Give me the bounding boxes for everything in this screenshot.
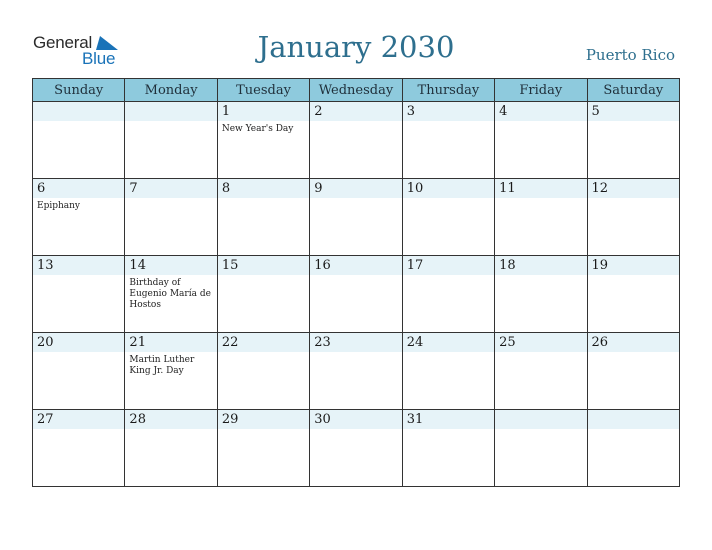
holiday-label: Martin Luther King Jr. Day — [129, 355, 195, 376]
day-cell — [125, 256, 217, 333]
holiday-label — [33, 352, 124, 355]
day-number — [588, 410, 679, 429]
holiday-label — [588, 275, 679, 278]
holiday-label: Birthday of Eugenio María de Hostos — [129, 278, 211, 310]
holiday-label — [218, 352, 309, 355]
day-cell — [217, 102, 309, 179]
day-number: 13 — [33, 256, 124, 275]
weekday-header-row — [33, 79, 680, 102]
weekday-header: Sunday — [33, 79, 125, 102]
holiday-label: New Year's Day — [221, 124, 294, 134]
holiday-label — [33, 275, 124, 278]
day-number: 23 — [310, 333, 401, 352]
day-cell — [33, 179, 125, 256]
day-number: 15 — [218, 256, 309, 275]
holiday-label — [495, 429, 586, 432]
day-number: 16 — [310, 256, 401, 275]
day-number: 20 — [33, 333, 124, 352]
day-number: 19 — [588, 256, 679, 275]
holiday-label — [218, 275, 309, 278]
day-number: 9 — [310, 179, 401, 198]
day-cell — [495, 410, 587, 487]
day-cell — [33, 410, 125, 487]
brand-word-blue: Blue — [82, 49, 116, 68]
day-number: 31 — [403, 410, 494, 429]
day-cell — [310, 256, 402, 333]
day-cell — [495, 102, 587, 179]
day-number: 17 — [403, 256, 494, 275]
day-cell — [587, 410, 679, 487]
day-number — [33, 102, 124, 121]
day-cell — [310, 410, 402, 487]
day-number: 30 — [310, 410, 401, 429]
day-cell — [125, 410, 217, 487]
calendar-grid — [32, 78, 680, 487]
day-number: 4 — [495, 102, 586, 121]
day-number: 14 — [125, 256, 216, 275]
brand-word-general: General — [33, 33, 93, 52]
holiday-label — [403, 121, 494, 124]
day-number — [495, 410, 586, 429]
day-cell — [310, 333, 402, 410]
holiday-label — [310, 429, 401, 432]
day-cell — [402, 410, 494, 487]
holiday-label — [218, 429, 309, 432]
day-number: 11 — [495, 179, 586, 198]
holiday-label — [588, 121, 679, 124]
day-number: 29 — [218, 410, 309, 429]
holiday-label — [495, 198, 586, 201]
holiday-label — [310, 275, 401, 278]
holiday-label — [310, 121, 401, 124]
day-number: 22 — [218, 333, 309, 352]
day-cell — [125, 102, 217, 179]
day-cell — [33, 102, 125, 179]
day-cell — [125, 179, 217, 256]
holiday-label — [33, 429, 124, 432]
day-number: 2 — [310, 102, 401, 121]
region-label: Puerto Rico — [585, 46, 675, 64]
day-number: 10 — [403, 179, 494, 198]
day-cell — [125, 333, 217, 410]
day-cell — [587, 179, 679, 256]
holiday-label — [495, 352, 586, 355]
holiday-label — [310, 198, 401, 201]
day-number: 6 — [33, 179, 124, 198]
week-row — [33, 256, 680, 333]
day-cell — [495, 179, 587, 256]
day-cell — [217, 256, 309, 333]
calendar-body — [33, 102, 680, 487]
week-row — [33, 410, 680, 487]
day-cell — [587, 333, 679, 410]
weekday-header: Tuesday — [217, 79, 309, 102]
day-cell — [33, 333, 125, 410]
weekday-header: Saturday — [587, 79, 679, 102]
holiday-label — [125, 121, 216, 124]
holiday-label — [125, 198, 216, 201]
day-number: 25 — [495, 333, 586, 352]
day-cell — [402, 256, 494, 333]
week-row — [33, 102, 680, 179]
holiday-label — [588, 429, 679, 432]
holiday-label — [495, 275, 586, 278]
day-number: 3 — [403, 102, 494, 121]
day-cell — [33, 256, 125, 333]
weekday-header: Monday — [125, 79, 217, 102]
holiday-label — [33, 121, 124, 124]
day-number: 27 — [33, 410, 124, 429]
day-number: 21 — [125, 333, 216, 352]
day-number: 1 — [218, 102, 309, 121]
day-cell — [402, 179, 494, 256]
day-cell — [587, 102, 679, 179]
day-cell — [217, 410, 309, 487]
holiday-label: Epiphany — [37, 201, 81, 211]
weekday-header: Wednesday — [310, 79, 402, 102]
day-number: 28 — [125, 410, 216, 429]
day-number: 24 — [403, 333, 494, 352]
day-cell — [495, 333, 587, 410]
holiday-label — [403, 198, 494, 201]
day-cell — [310, 179, 402, 256]
holiday-label — [310, 352, 401, 355]
holiday-label — [495, 121, 586, 124]
weekday-header: Thursday — [402, 79, 494, 102]
day-number: 12 — [588, 179, 679, 198]
day-number: 8 — [218, 179, 309, 198]
day-number: 26 — [588, 333, 679, 352]
day-number — [125, 102, 216, 121]
holiday-label — [218, 198, 309, 201]
day-number: 7 — [125, 179, 216, 198]
holiday-label — [403, 429, 494, 432]
day-cell — [495, 256, 587, 333]
day-cell — [402, 102, 494, 179]
weekday-header: Friday — [495, 79, 587, 102]
holiday-label — [588, 198, 679, 201]
day-cell — [310, 102, 402, 179]
holiday-label — [403, 275, 494, 278]
holiday-label — [125, 429, 216, 432]
holiday-label — [403, 352, 494, 355]
week-row — [33, 179, 680, 256]
day-cell — [217, 179, 309, 256]
day-number: 18 — [495, 256, 586, 275]
day-number: 5 — [588, 102, 679, 121]
holiday-label — [588, 352, 679, 355]
week-row — [33, 333, 680, 410]
day-cell — [217, 333, 309, 410]
day-cell — [402, 333, 494, 410]
calendar-title: January 2030 — [257, 30, 455, 64]
day-cell — [587, 256, 679, 333]
